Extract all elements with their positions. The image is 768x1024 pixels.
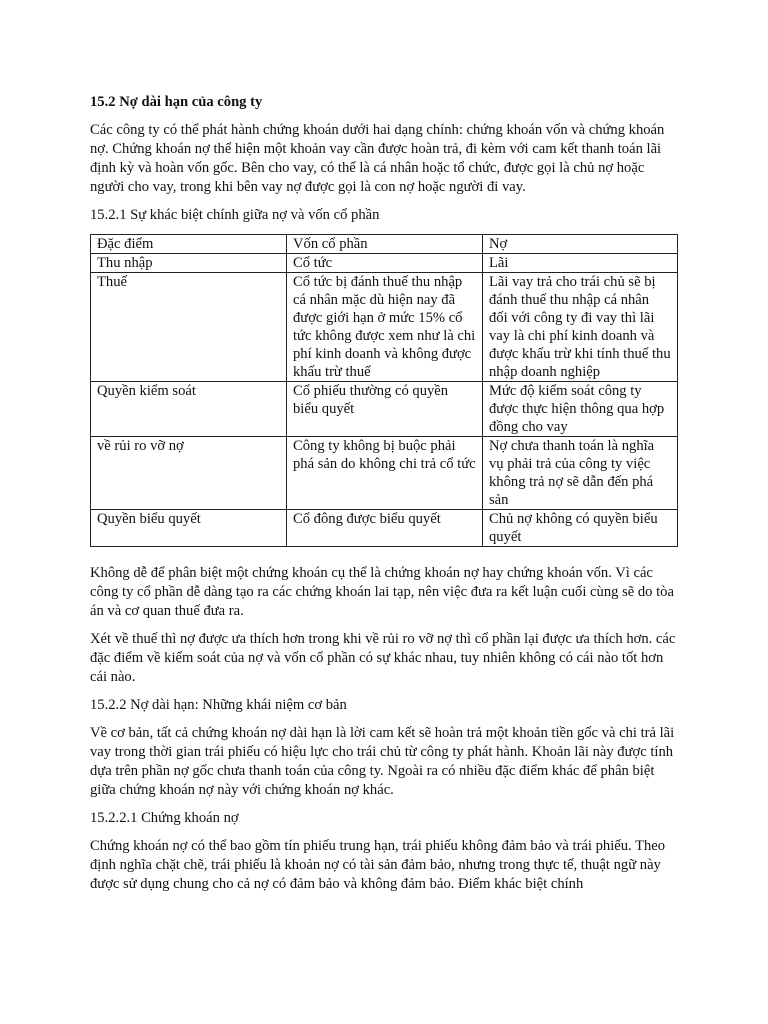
table-cell: Thuế (91, 273, 287, 382)
table-cell: Cổ phiếu thường có quyền biểu quyết (287, 382, 483, 437)
table-cell: Nợ chưa thanh toán là nghĩa vụ phải trả của công ty việc không trả nợ sẽ dẫn đến phá sản (483, 437, 678, 510)
table-cell: Quyền kiểm soát (91, 382, 287, 437)
table-header-cell: Nợ (483, 235, 678, 254)
table-cell: Chủ nợ không có quyền biểu quyết (483, 510, 678, 547)
comparison-table (90, 234, 678, 547)
table-cell: Lãi vay trả cho trái chủ sẽ bị đánh thuế thu nhập cá nhân đối với công ty đi vay thì lãi vay là chi phí kinh doanh và được khấu trừ khi tính thuế thu nhập doanh nghiệp (483, 273, 678, 382)
subsection-1-title: 15.2.1 Sự khác biệt chính giữa nợ và vốn cổ phần (90, 207, 380, 223)
subsection-3-title: 15.2.2.1 Chứng khoán nợ (90, 810, 239, 826)
table-cell: Mức độ kiểm soát công ty được thực hiện thông qua hợp đồng cho vay (483, 382, 678, 437)
table-cell: Cổ tức bị đánh thuế thu nhập cá nhân mặc dù hiện nay đã được giới hạn ở mức 15% cổ tức không được xem như là chi phí kinh doanh và không được khấu trừ thuế (287, 273, 483, 382)
document-page (90, 93, 678, 903)
table-cell: Cổ tức (287, 254, 483, 273)
table-row (91, 254, 678, 273)
paragraph-2: Không dễ để phân biệt một chứng khoán cụ thể là chứng khoán nợ hay chứng khoán vốn. Vì các công ty cổ phần dễ dàng tạo ra các chứng khoán lai tạp, nên việc đưa ra kết luận cuối cùng sẽ do tòa án và cơ quan thuế đưa ra. (90, 565, 674, 619)
table-row (91, 437, 678, 510)
table-header-cell: Vốn cổ phần (287, 235, 483, 254)
table-cell: về rủi ro vỡ nợ (91, 437, 287, 510)
table-cell: Lãi (483, 254, 678, 273)
paragraph-4: Về cơ bản, tất cả chứng khoán nợ dài hạn là lời cam kết sẽ hoàn trả một khoản tiền gốc và chi trả lãi vay trong thời gian trái phiếu có hiệu lực cho trái chủ từ công ty phát hành. Khoản lãi này được tính dựa trên phần nợ gốc chưa thanh toán của công ty. Ngoài ra có nhiều đặc điểm khác để phân biệt giữa chứng khoán nợ này với chứng khoán nợ khác. (90, 725, 675, 798)
table-cell: Cổ đông được biểu quyết (287, 510, 483, 547)
table-row (91, 273, 678, 382)
table-row (91, 382, 678, 437)
table-row (91, 510, 678, 547)
paragraph-3: Xét về thuế thì nợ được ưa thích hơn trong khi về rủi ro vỡ nợ thì cổ phần lại được ưa thích hơn. các đặc điểm về kiểm soát của nợ và vốn cổ phần có sự khác nhau, tuy nhiên không có cái nào tốt hơn cái nào. (90, 631, 676, 685)
table-cell: Thu nhập (91, 254, 287, 273)
intro-paragraph: Các công ty có thể phát hành chứng khoán dưới hai dạng chính: chứng khoán vốn và chứng khoán nợ. Chứng khoán nợ thể hiện một khoản vay cần được hoàn trả, đi kèm với cam kết thanh toán lãi định kỳ và hoàn vốn gốc. Bên cho vay, có thể là cá nhân hoặc tổ chức, được gọi là chủ nợ hoặc người cho vay, trong khi bên vay nợ được gọi là con nợ hoặc người đi vay. (90, 122, 665, 195)
table-cell: Công ty không bị buộc phải phá sản do không chi trả cổ tức (287, 437, 483, 510)
section-title: 15.2 Nợ dài hạn của công ty (90, 94, 263, 110)
subsection-2-title: 15.2.2 Nợ dài hạn: Những khái niệm cơ bản (90, 697, 347, 713)
paragraph-5: Chứng khoán nợ có thể bao gồm tín phiếu trung hạn, trái phiếu không đảm bảo và trái phiếu. Theo định nghĩa chặt chẽ, trái phiếu là khoản nợ có tài sản đảm bảo, nhưng trong thực tế, thuật ngữ này được sử dụng chung cho cả nợ có đảm bảo và không đảm bảo. Điểm khác biệt chính (90, 838, 666, 892)
table-cell: Quyền biểu quyết (91, 510, 287, 547)
table-header-cell: Đặc điểm (91, 235, 287, 254)
table-header-row (91, 235, 678, 254)
